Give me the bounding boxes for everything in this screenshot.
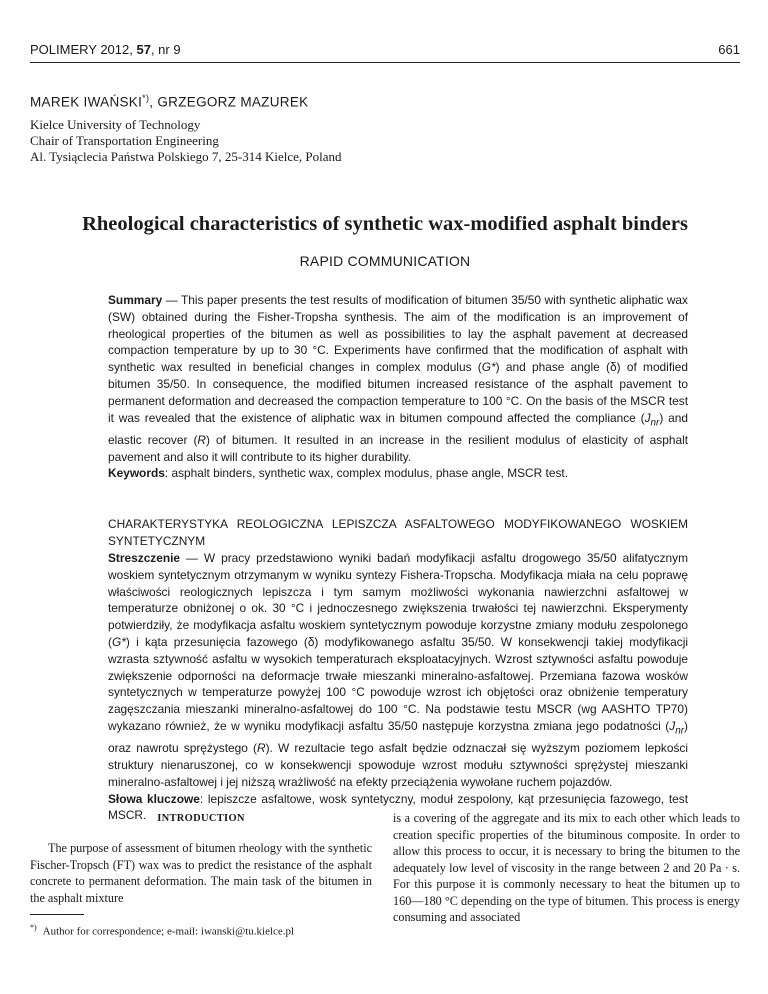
polish-abstract: Streszczenie — W pracy przedstawiono wyniki badań modyfikacji asfaltu drogowego 35/50 alifatycznym woskiem syntetycznym otrzymanym w wyniku syntezy Fishera-Tropscha. Modyfikacja miała na celu poprawę właściwości reologicznych lepiszcza i tym samym możliwości wykonania nawierzchni asfaltowej w temperaturze obniżonej o ok. 30 °C i jednoczesnego zwiększenia trwałości tej nawierzchni. Eksperymenty potwierdziły, że modyfikacja asfaltu woskiem syntetycznym powoduje korzystne zmiany modułu zespolonego (G*) i kąta przesunięcia fazowego (δ) modyfikowanego asfaltu 35/50. W konsekwencji takiej modyfikacji wzrasta sztywność asfaltu w wysokich temperaturach eksploatacyjnych. Wzrost sztywności asfaltu powoduje zwiększenie odporności na deformacje trwałe mieszanki mineralno-asfaltowej. Przemiana fazowa wosków syntetycznych w temperaturze powyżej 100 °C powoduje wzrost ich objętości oraz obniżenie temperatury zagęszczania mieszanki mineralno-asfaltowej do 100 °C. Na podstawie testu MSCR (wg AASHTO TP70) wykazano również, że w wyniku modyfikacji asfaltu 35/50 następuje korzystna zmiana jego podatności $(J_{nr})$ oraz nawrotu sprężystego (R). W rezultacie tego asfalt będzie odznaczał się wyższym poziomem lepkości struktury nienaruszonej, co w konsekwencji spowoduje wzrost modułu sztywności sprężystej mieszanki mineralno-asfaltowej i jej niższą wrażliwość na efekty przeciążenia wywołane ruchem pojazdów. Słowa kluczowe: lepiszcze asfaltowe, wosk syntetyczny, moduł zespolony, kąt przesunięcia fazowego, test MSCR. xyxy=(108,551,689,823)
author-list: MAREK IWAŃSKI*), GRZEGORZ MAZUREK xyxy=(30,93,309,110)
summary-label: Summary xyxy=(108,293,163,307)
right-column-text: is a covering of the aggregate and its mix to each other which leads to creation specific properties of the bituminous composite. In order to allow this process to occur, it is necessary to bring the bitumen to the adequately low level of viscosity in the range between 2 and 20 Pa · s. For this purpose it is commonly necessary to heat the bitumen up to 160—180 °C depending on the type of bitumen. This process is energy consuming and associated xyxy=(393,811,740,924)
header-rule xyxy=(30,62,740,63)
streszczenie-label: Streszczenie xyxy=(108,551,181,565)
english-abstract: Summary — This paper presents the test results of modification of bitumen 35/50 with synthetic aliphatic wax (SW) obtained during the Fisher-Tropsha synthesis. The aim of the modification is an improvement of rheological properties of the bitumen as well as possibilities to lay the asphalt pavement at decreased compaction temperature by up to 30 °C. Experiments have confirmed that the modification of asphalt with synthetic wax resulted in beneficial changes in complex modulus (G*) and phase angle (δ) of modified bitumen 35/50. In consequence, the modified bitumen increased resistance of the asphalt pavement to permanent deformation and decreased the compaction temperature to 100 °C. On the basis of the MSCR test it was revealed that the existence of aliphatic wax in bitumen compound affected the compliance $(J_{nr})$ and elastic recover (R) of bitumen. It resulted in an increase in the resilient modulus of elasticity of asphalt pavement and also it will contribute to its higher durability. Keywords: asphalt binders, synthetic wax, complex modulus, phase angle, MSCR test. xyxy=(108,293,689,481)
volume-number: 57 xyxy=(136,42,151,57)
left-column-text: The purpose of assessment of bitumen rheology with the synthetic Fischer-Tropsch (FT) wax was to predict the resistance of the asphalt concrete to permanent deformation. The main task of the bitumen in the asphalt mixture xyxy=(30,841,372,905)
journal-citation: POLIMERY 2012, 57, nr 9 xyxy=(30,42,181,57)
introduction-heading: INTRODUCTION xyxy=(157,813,245,824)
section-label: RAPID COMMUNICATION xyxy=(299,253,471,269)
page-number: 661 xyxy=(718,42,740,57)
keywords: Keywords: asphalt binders, synthetic wax, complex modulus, phase angle, MSCR test. xyxy=(108,466,568,481)
polish-title: CHARAKTERYSTYKA REOLOGICZNA LEPISZCZA ASFALTOWEGO MODYFIKOWANEGO WOSKIEM SYNTETYCZNYM xyxy=(108,517,688,548)
author-footnote-mark: *) xyxy=(142,93,150,103)
article-title: Rheological characteristics of synthetic wax-modified asphalt binders xyxy=(82,213,688,235)
polish-keywords: Słowa kluczowe: lepiszcze asfaltowe, wosk syntetyczny, moduł zespolony, kąt przesunięcia fazowego, test MSCR. xyxy=(108,791,689,823)
footnote-rule xyxy=(30,914,84,915)
affiliation: Kielce University of Technology Chair of Transportation Engineering Al. Tysiąclecia Państwa Polskiego 7, 25-314 Kielce, Poland xyxy=(30,117,342,164)
footnote: *) Author for correspondence; e-mail: iwanski@tu.kielce.pl xyxy=(30,923,295,938)
